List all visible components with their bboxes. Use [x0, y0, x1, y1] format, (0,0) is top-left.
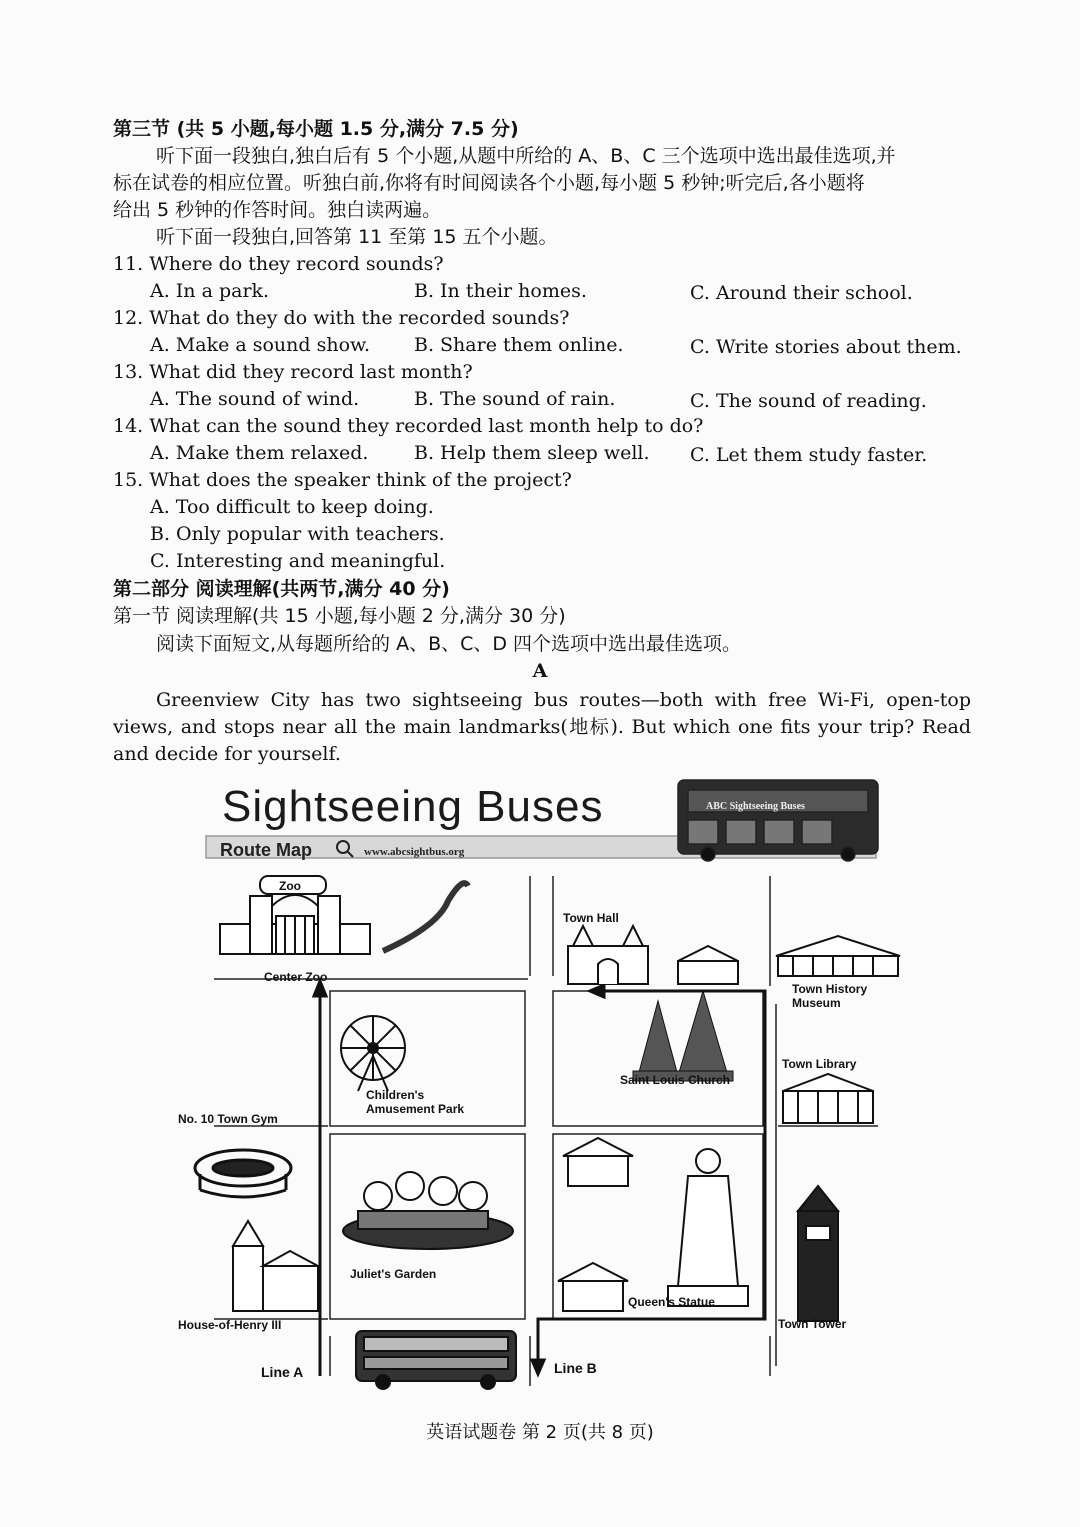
- map-title: Sightseeing Buses: [222, 782, 604, 831]
- passage-letter: A: [532, 660, 548, 682]
- saint-louis-church-icon: [633, 991, 733, 1081]
- juliets-garden-label: Juliet's Garden: [350, 1267, 437, 1281]
- map-url: www.abcsightbus.org: [364, 846, 465, 858]
- childrens-amusement-park-label: Children's Amusement Park: [366, 1088, 465, 1116]
- question-15: 15. What does the speaker think of the project?: [113, 469, 572, 491]
- map-drawing: [178, 776, 908, 1396]
- double-decker-bus-icon: [356, 1331, 516, 1389]
- q11-option-b: B. In their homes.: [414, 280, 587, 302]
- q13-option-b: B. The sound of rain.: [414, 388, 616, 410]
- town-gym-label: No. 10 Town Gym: [178, 1112, 278, 1126]
- juliets-garden-icon: [343, 1172, 513, 1249]
- saint-louis-church-label: Saint Louis Church: [620, 1073, 731, 1087]
- town-hall-icon: [568, 926, 738, 984]
- line-a-label: Line A: [261, 1364, 304, 1380]
- q15-option-a: A. Too difficult to keep doing.: [150, 496, 434, 518]
- route-map-label: Route Map: [220, 840, 312, 860]
- house-icon: [558, 1138, 633, 1311]
- page-footer: 英语试题卷 第 2 页(共 8 页): [426, 1422, 654, 1443]
- town-gym-icon: [195, 1150, 291, 1197]
- town-tower-label: Town Tower: [778, 1317, 847, 1331]
- q14-option-c: C. Let them study faster.: [690, 444, 928, 466]
- part2-instruction: 阅读下面短文,从每题所给的 A、B、C、D 四个选项中选出最佳选项。: [156, 633, 742, 655]
- section3-instruction-3: 给出 5 秒钟的作答时间。独白读两遍。: [113, 199, 442, 221]
- q11-option-c: C. Around their school.: [690, 282, 913, 304]
- route-map-figure: [178, 776, 908, 1396]
- section3-instruction-4: 听下面一段独白,回答第 11 至第 15 五个小题。: [156, 226, 558, 248]
- house-of-henry-icon: [233, 1221, 318, 1311]
- line-a-route: [314, 981, 326, 1376]
- part2-heading: 第二部分 阅读理解(共两节,满分 40 分): [113, 578, 450, 600]
- queens-statue-label: Queen's Statue: [628, 1295, 715, 1309]
- q13-option-a: A. The sound of wind.: [150, 388, 360, 410]
- town-hall-label: Town Hall: [563, 911, 619, 925]
- q12-option-b: B. Share them online.: [414, 334, 624, 356]
- q15-option-b: B. Only popular with teachers.: [150, 523, 445, 545]
- q13-option-c: C. The sound of reading.: [690, 390, 927, 412]
- question-13: 13. What did they record last month?: [113, 361, 473, 383]
- q11-option-a: A. In a park.: [150, 280, 270, 302]
- zoo-sign-label: Zoo: [279, 879, 301, 893]
- q12-option-a: A. Make a sound show.: [150, 334, 371, 356]
- line-b-label: Line B: [554, 1360, 597, 1376]
- q14-option-b: B. Help them sleep well.: [414, 442, 650, 464]
- section3-heading: 第三节 (共 5 小题,每小题 1.5 分,满分 7.5 分): [113, 118, 519, 140]
- house-of-henry-label: House-of-Henry III: [178, 1318, 282, 1332]
- section3-instruction-1: 听下面一段独白,独白后有 5 个小题,从题中所给的 A、B、C 三个选项中选出最佳选项,并: [156, 145, 896, 167]
- queens-statue-icon: [668, 1149, 748, 1306]
- town-tower-icon: [798, 1186, 838, 1321]
- q14-option-a: A. Make them relaxed.: [150, 442, 369, 464]
- q12-option-c: C. Write stories about them.: [690, 336, 962, 358]
- bus-side-text: ABC Sightseeing Buses: [706, 801, 805, 812]
- ferris-wheel-icon: [341, 1016, 405, 1091]
- town-library-icon: [783, 1074, 873, 1123]
- town-history-museum-label: Town History Museum: [792, 982, 868, 1010]
- header-bus-icon: [678, 780, 878, 861]
- question-14: 14. What can the sound they recorded last month help to do?: [113, 415, 704, 437]
- section3-instruction-2: 标在试卷的相应位置。听独白前,你将有时间阅读各个小题,每小题 5 秒钟;听完后,各小题将: [113, 172, 865, 194]
- town-library-label: Town Library: [782, 1057, 857, 1071]
- center-zoo-label: Center Zoo: [264, 970, 328, 984]
- part2-sub-heading: 第一节 阅读理解(共 15 小题,每小题 2 分,满分 30 分): [113, 605, 566, 627]
- town-history-museum-icon: [776, 936, 900, 976]
- question-12: 12. What do they do with the recorded sounds?: [113, 307, 570, 329]
- river-shape: [383, 883, 468, 951]
- passage-intro: Greenview City has two sightseeing bus routes—both with free Wi-Fi, open-top views, and stops near all the main landmarks(地标). But which one fits your trip? Read and decide for yourself.: [113, 689, 971, 765]
- question-11: 11. Where do they record sounds?: [113, 253, 444, 275]
- q15-option-c: C. Interesting and meaningful.: [150, 550, 446, 572]
